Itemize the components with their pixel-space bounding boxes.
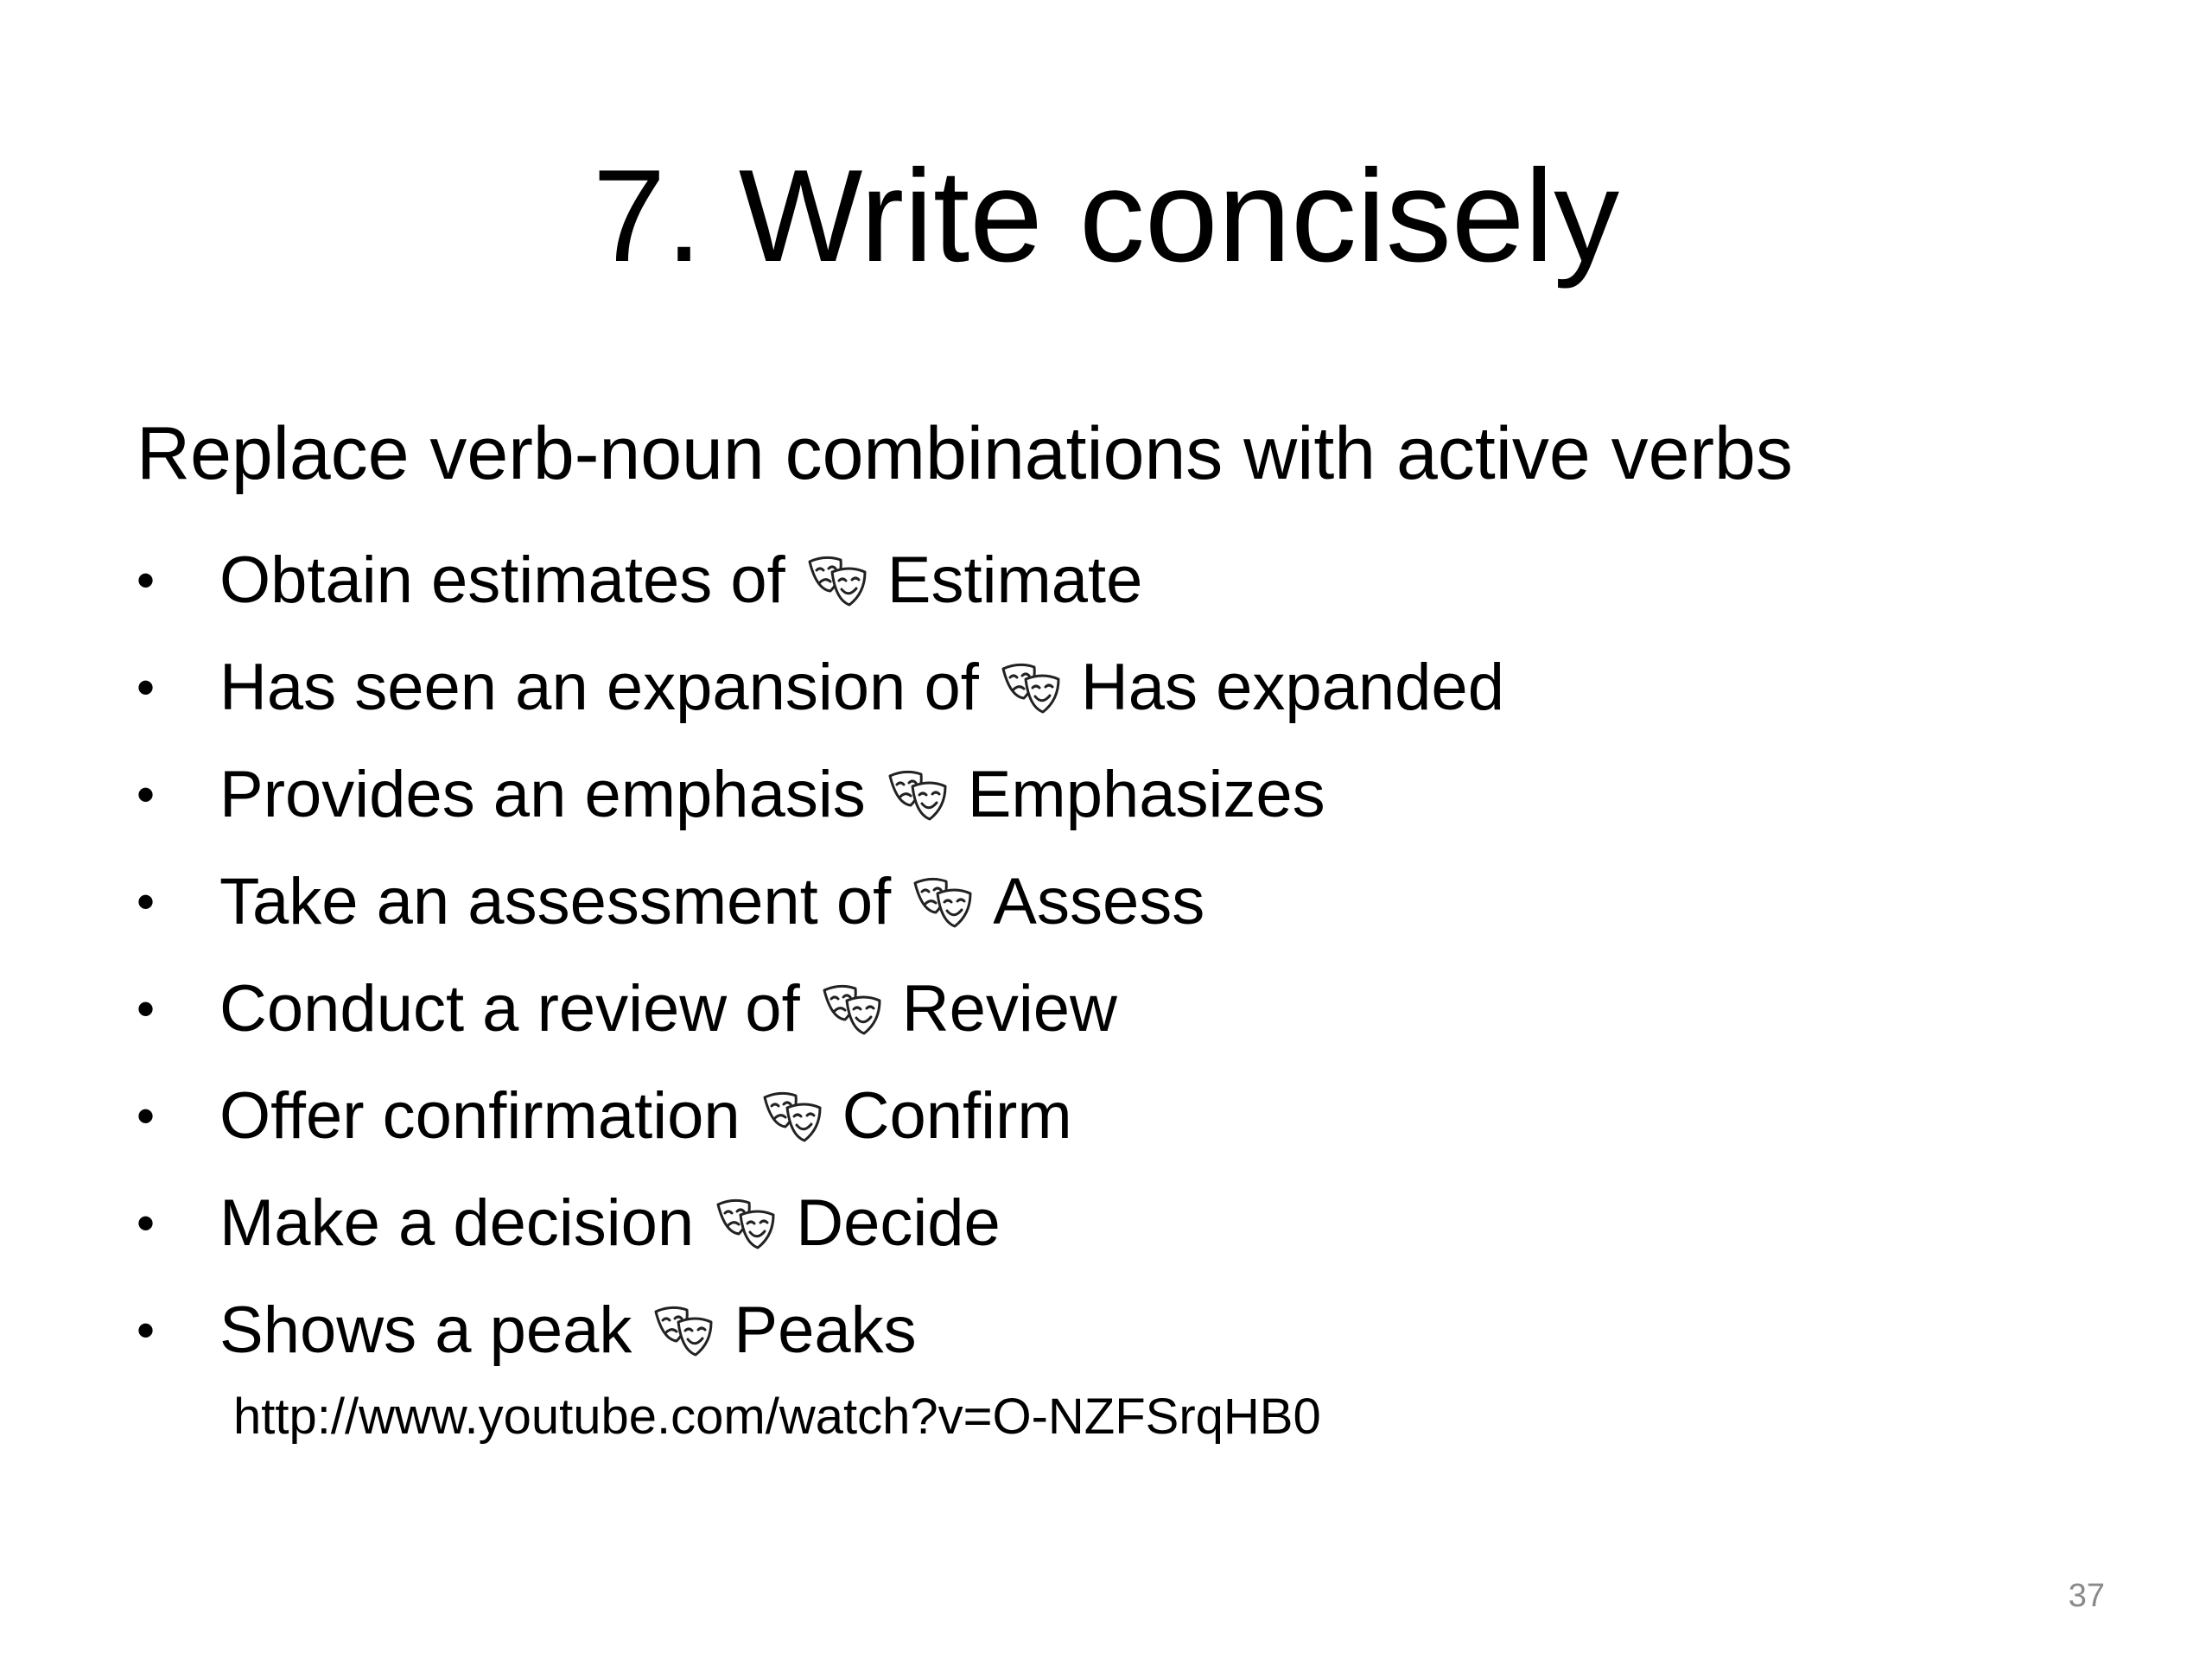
bullet-marker: • xyxy=(137,551,156,609)
phrase-original: Shows a peak xyxy=(219,1294,632,1367)
list-item xyxy=(137,741,1504,849)
list-item xyxy=(137,527,1504,634)
list-item xyxy=(137,1277,1504,1384)
lead-text: Replace verb-noun combinations with active verbs xyxy=(137,412,1793,495)
list-item xyxy=(137,634,1504,741)
phrase-original: Obtain estimates of xyxy=(219,543,785,617)
theater-masks-icon xyxy=(819,982,885,1037)
phrase-replacement: Assess xyxy=(993,865,1205,938)
phrase-replacement: Estimate xyxy=(887,543,1143,617)
list-item xyxy=(137,956,1504,1063)
phrase-original: Has seen an expansion of xyxy=(219,651,979,724)
bullet-marker: • xyxy=(137,1194,156,1252)
theater-masks-icon xyxy=(760,1089,825,1144)
slide-title: 7. Write concisely xyxy=(592,143,1620,289)
list-item xyxy=(137,849,1504,956)
phrase-replacement: Decide xyxy=(796,1186,1001,1260)
theater-masks-icon xyxy=(885,767,950,823)
bullet-marker: • xyxy=(137,873,156,931)
bullet-marker: • xyxy=(137,658,156,716)
theater-masks-icon xyxy=(713,1196,779,1251)
theater-masks-icon xyxy=(910,874,976,930)
bullet-marker: • xyxy=(137,1301,156,1359)
phrase-original: Provides an emphasis xyxy=(219,758,866,831)
list-item xyxy=(137,1063,1504,1170)
bullet-marker: • xyxy=(137,1087,156,1145)
phrase-replacement: Emphasizes xyxy=(967,758,1325,831)
phrase-original: Take an assessment of xyxy=(219,865,892,938)
bullet-marker: • xyxy=(137,766,156,823)
theater-masks-icon xyxy=(804,553,870,608)
page-number: 37 xyxy=(2068,1578,2105,1614)
phrase-replacement: Review xyxy=(901,972,1117,1046)
list-item xyxy=(137,1170,1504,1277)
theater-masks-icon xyxy=(998,660,1064,715)
phrase-original: Conduct a review of xyxy=(219,972,800,1046)
theater-masks-icon xyxy=(651,1303,716,1358)
phrase-original: Offer confirmation xyxy=(219,1079,741,1153)
phrase-replacement: Peaks xyxy=(734,1294,917,1367)
video-link[interactable]: http://www.youtube.com/watch?v=O-NZFSrqHB0 xyxy=(233,1389,1321,1445)
bullet-marker: • xyxy=(137,980,156,1038)
bullet-list xyxy=(137,527,1504,1384)
phrase-replacement: Confirm xyxy=(842,1079,1072,1153)
phrase-replacement: Has expanded xyxy=(1080,651,1504,724)
phrase-original: Make a decision xyxy=(219,1186,695,1260)
